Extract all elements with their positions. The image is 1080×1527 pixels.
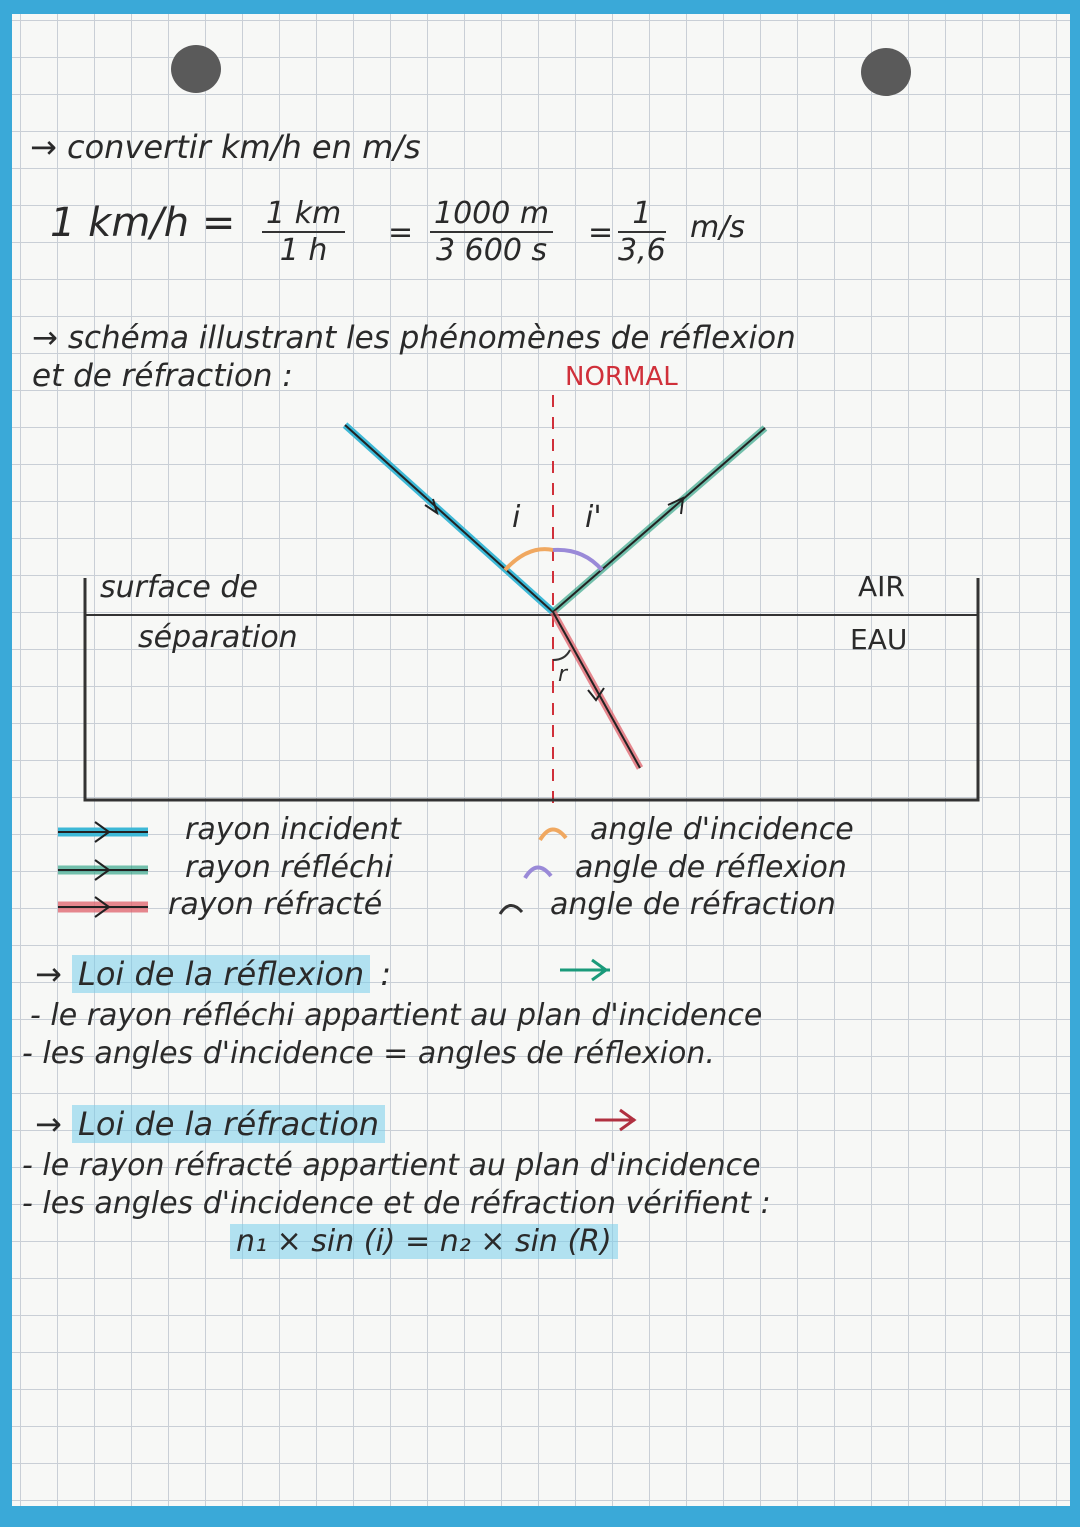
reflection-law-arrow-icon — [560, 960, 610, 980]
angle-reflection-arc — [553, 550, 602, 570]
surface-label-2: séparation — [138, 620, 298, 655]
refraction-law-item-2: - les angles d'incidence et de réfraction vérifient : — [22, 1186, 771, 1221]
refraction-law-item-1: - le rayon réfracté appartient au plan d'incidence — [22, 1148, 761, 1183]
legend-angle-refraction: angle de réfraction — [550, 887, 836, 922]
legend-arc-refraction — [500, 905, 522, 914]
numerator: 1 — [618, 196, 666, 233]
numerator: 1000 m — [430, 196, 553, 233]
numerator: 1 km — [262, 196, 345, 233]
reflection-law-item-2: - les angles d'incidence = angles de réflexion. — [22, 1036, 715, 1071]
legend-arc-incidence — [540, 829, 566, 840]
legend-ray-incident: rayon incident — [185, 812, 401, 847]
legend-angle-incidence: angle d'incidence — [590, 812, 854, 847]
reflection-law-item-1: - le rayon réfléchi appartient au plan d'incidence — [30, 998, 763, 1033]
schema-heading-line2: et de réfraction : — [32, 358, 293, 394]
refraction-law-title: → Loi de la réfraction — [35, 1105, 385, 1143]
unit-ms: m/s — [690, 210, 745, 245]
medium-air-label: AIR — [858, 570, 905, 603]
schema-heading-line1: → schéma illustrant les phénomènes de réflexion — [32, 320, 796, 356]
angle-i-label: i — [512, 500, 521, 535]
reflection-law-title-text: Loi de la réflexion — [72, 955, 370, 993]
equals-sign: = — [388, 215, 414, 250]
angle-i-prime-label: i' — [585, 500, 602, 535]
angle-refraction-arc — [553, 650, 570, 660]
reflection-law-title: → Loi de la réflexion : — [35, 955, 392, 993]
legend-ray-reflected: rayon réfléchi — [185, 850, 393, 885]
denominator: 1 h — [279, 233, 328, 268]
refraction-law-title-text: Loi de la réfraction — [72, 1105, 385, 1143]
snell-formula — [230, 1224, 618, 1259]
conversion-lhs: 1 km/h = — [50, 200, 236, 246]
refraction-law-arrow-icon — [595, 1110, 635, 1130]
legend-angle-reflection: angle de réflexion — [575, 850, 847, 885]
snell-formula-text: n₁ × sin (i) = n₂ × sin (R) — [230, 1224, 618, 1259]
conversion-heading: → convertir km/h en m/s — [30, 128, 421, 166]
water-box — [85, 578, 978, 800]
denominator: 3 600 s — [436, 233, 548, 268]
medium-water-label: EAU — [850, 623, 908, 656]
normal-label: NORMAL — [565, 362, 678, 392]
angle-incidence-arc — [505, 549, 553, 570]
incident-ray — [345, 425, 553, 612]
angle-r-label: r — [558, 662, 568, 687]
surface-label-1: surface de — [100, 570, 258, 605]
equals-sign: = — [588, 215, 614, 250]
legend-arc-reflection — [525, 867, 551, 878]
denominator: 3,6 — [618, 233, 666, 268]
refracted-ray — [553, 612, 640, 768]
legend-ray-refracted: rayon réfracté — [168, 887, 383, 922]
